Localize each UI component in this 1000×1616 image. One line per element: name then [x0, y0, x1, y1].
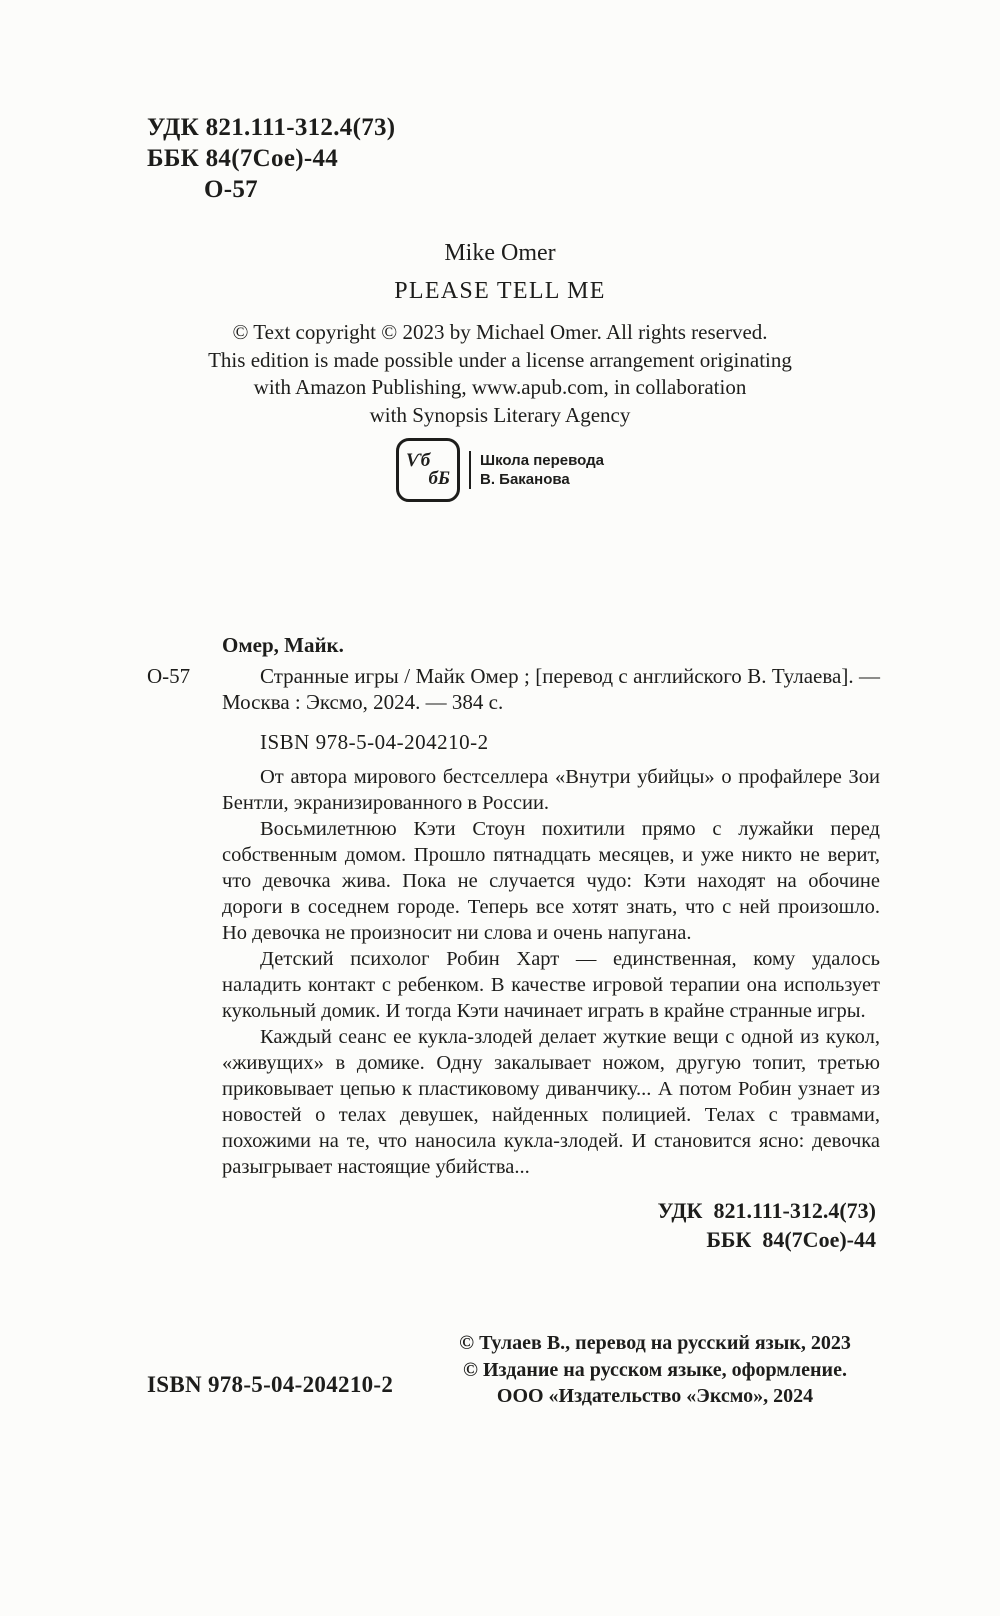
original-author: Mike Omer	[444, 240, 556, 266]
catalog-author-heading: Омер, Майк.	[222, 633, 344, 657]
annotation-paragraph: Детский психолог Робин Харт — единственная, кому удалось наладить контакт с ребенком. В качестве игровой терапии она использует кукольный домик. И тогда Кэти начинает играть в крайне странные игры.	[222, 948, 880, 1022]
udk-code: УДК 821.111-312.4(73)	[147, 114, 396, 141]
annotation-paragraph: Каждый сеанс ее кукла-злодей делает жуткие вещи с одной из кукол, «живущих» в домике. Одну закалывает ножом, другую топит, третью приковывает цепью к пластиковому диванчику... А потом Робин узнает из новостей о телах девушек, найденных полицией. Телах с травмами, похожими на те, что наносила кукла-злодей. И становится ясно: девочка разыгрывает настоящие убийства...	[222, 1026, 880, 1178]
author-code: О-57	[204, 176, 258, 203]
footer-isbn: ISBN 978-5-04-204210-2	[147, 1372, 394, 1397]
classification-codes	[222, 1196, 880, 1254]
logo-monogram-icon	[396, 438, 460, 502]
catalog-entry	[147, 663, 880, 715]
catalog-isbn: ISBN 978-5-04-204210-2	[260, 730, 489, 754]
catalog-block	[147, 632, 880, 1254]
header-classification-codes	[147, 112, 395, 205]
logo-caption-line1: Школа перевода	[480, 452, 604, 469]
logo-caption	[469, 451, 604, 489]
catalog-author-code: О-57	[147, 664, 191, 688]
annotation	[222, 764, 880, 1180]
original-title: PLEASE TELL ME	[394, 278, 606, 304]
copyright-line: with Amazon Publishing, www.apub.com, in collaboration	[253, 375, 747, 399]
logo-caption-line2: В. Баканова	[480, 471, 570, 488]
copyright-line: © Text copyright © 2023 by Michael Omer. All rights reserved.	[232, 320, 768, 344]
copyright-line: This edition is made possible under a license arrangement originating	[208, 347, 792, 372]
copyright-line: with Synopsis Literary Agency	[369, 402, 631, 427]
footer-copyright-line: © Издание на русском языке, оформление.	[463, 1358, 847, 1381]
footer-copyright-line: ООО «Издательство «Эксмо», 2024	[496, 1385, 814, 1407]
bakanov-school-logo	[0, 438, 1000, 502]
catalog-entry-text: Странные игры / Майк Омер ; [перевод с английского В. Тулаева]. — Москва : Эксмо, 2024. — 384 с.	[222, 664, 880, 714]
bbk-code: ББК 84(7Сое)-44	[147, 145, 339, 172]
logo-monogram-top: Ѵб	[406, 450, 431, 471]
logo-monogram-bottom: бБ	[428, 468, 450, 489]
footer-copyright-block	[430, 1330, 880, 1410]
classification-bbk: ББК 84(7Сое)-44	[706, 1227, 876, 1252]
original-title-block	[0, 240, 1000, 429]
footer-copyright-line: © Тулаев В., перевод на русский язык, 2023	[459, 1332, 851, 1354]
classification-udk: УДК 821.111-312.4(73)	[657, 1198, 876, 1223]
annotation-paragraph: От автора мирового бестселлера «Внутри убийцы» о профайлере Зои Бентли, экранизированного в России.	[222, 766, 880, 814]
annotation-paragraph: Восьмилетнюю Кэти Стоун похитили прямо с лужайки перед собственным домом. Прошло пятнадцать месяцев, и уже никто не верит, что девочка жива. Пока не случается чудо: Кэти находят на обочине дороги в соседнем городе. Теперь все хотят знать, что с ней произошло. Но девочка не произносит ни слова и очень напугана.	[222, 818, 880, 944]
